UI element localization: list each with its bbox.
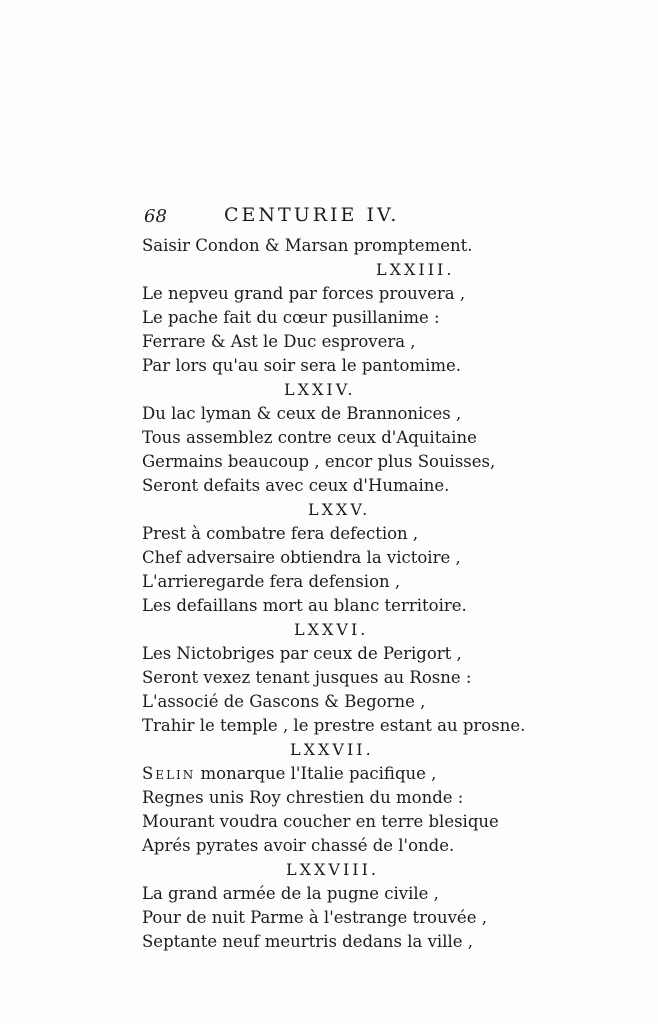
quatrain-77 xyxy=(130,738,630,858)
verse-line: Le pache fait du cœur pusillanime : xyxy=(142,308,440,327)
quatrain-74 xyxy=(130,378,630,498)
page-text xyxy=(130,204,630,954)
verse-line: Trahir le temple , le prestre estant au prosne. xyxy=(142,716,526,735)
quatrain-number: LXXIV. xyxy=(284,380,356,399)
verse-line xyxy=(130,762,630,786)
verse-line: L'associé de Gascons & Begorne , xyxy=(142,692,426,711)
quatrain-number: LXXVII. xyxy=(290,740,374,759)
quatrain-75 xyxy=(130,498,630,618)
quatrain-number: LXXVIII. xyxy=(286,860,380,879)
verse-line: Pour de nuit Parme à l'estrange trouvée , xyxy=(142,908,487,927)
page-number: 68 xyxy=(144,206,167,227)
verse-line: Du lac lyman & ceux de Brannonices , xyxy=(142,404,462,423)
verse-line: Le nepveu grand par forces prouvera , xyxy=(142,284,466,303)
verse-line: Ferrare & Ast le Duc esprovera , xyxy=(142,332,416,351)
verse-line: Septante neuf meurtris dedans la ville , xyxy=(142,932,473,951)
quatrain-number: LXXIII. xyxy=(376,260,455,279)
quatrain-78 xyxy=(130,858,630,954)
verse-line: Par lors qu'au soir sera le pantomime. xyxy=(142,356,462,375)
verse-line: La grand armée de la pugne civile , xyxy=(142,884,439,903)
quatrain-number: LXXV. xyxy=(308,500,371,519)
verse-line: Tous assemblez contre ceux d'Aquitaine xyxy=(142,428,477,447)
verse-line-rest: monarque l'Italie pacifique , xyxy=(195,764,437,783)
verse-line: Aprés pyrates avoir chassé de l'onde. xyxy=(142,836,455,855)
verse-line: Les defaillans mort au blanc territoire. xyxy=(142,596,467,615)
verse-line: Germains beaucoup , encor plus Souisses, xyxy=(142,452,496,471)
verse-line: L'arrieregarde fera defension , xyxy=(142,572,401,591)
running-title: CENTURIE IV. xyxy=(224,204,400,226)
verse-line: Seront vexez tenant jusques au Rosne : xyxy=(142,668,472,687)
quatrain-73 xyxy=(130,258,630,378)
continued-verse-line: Saisir Condon & Marsan promptement. xyxy=(142,236,473,255)
verse-line: Mourant voudra coucher en terre blesique xyxy=(142,812,499,831)
verse-line: Les Nictobriges par ceux de Perigort , xyxy=(142,644,462,663)
quatrain-first-word: Selin xyxy=(142,764,196,783)
verse-line: Regnes unis Roy chrestien du monde : xyxy=(142,788,464,807)
quatrain-number: LXXVI. xyxy=(294,620,369,639)
page-header xyxy=(130,204,630,234)
quatrain-76 xyxy=(130,618,630,738)
verse-line: Seront defaits avec ceux d'Humaine. xyxy=(142,476,450,495)
verse-line: Prest à combatre fera defection , xyxy=(142,524,419,543)
verse-line: Chef adversaire obtiendra la victoire , xyxy=(142,548,461,567)
